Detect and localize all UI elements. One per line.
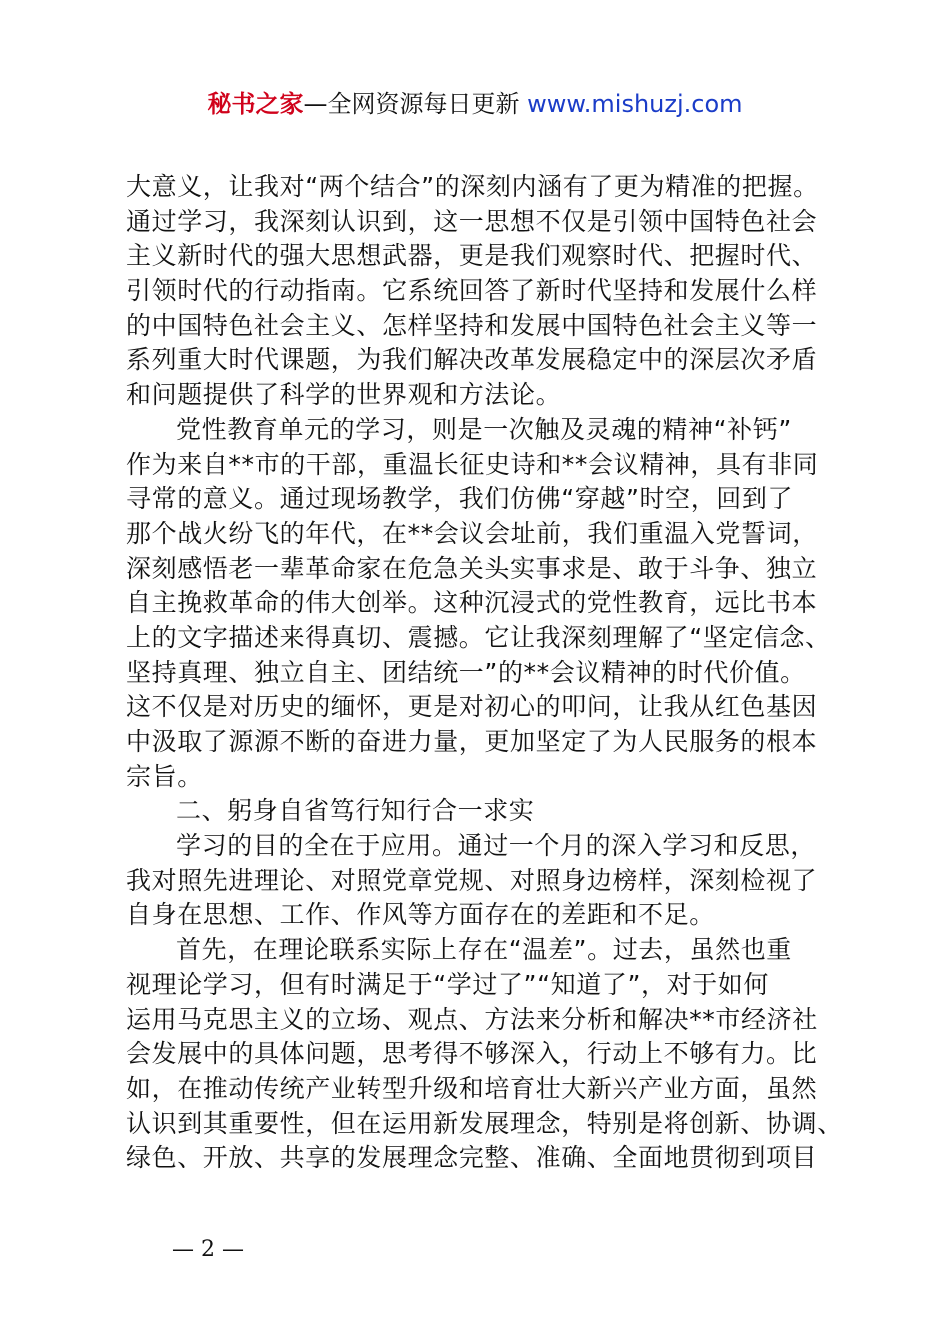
paragraph-first-line: 党性教育单元的学习，则是一次触及灵魂的精神“补钙” [176, 414, 792, 444]
text-line: 坚持真理、独立自主、团结统一”的**会议精神的时代价值。 [126, 657, 806, 687]
text-line: 主义新时代的强大思想武器，更是我们观察时代、把握时代、 [126, 241, 818, 271]
text-line: 认识到其重要性，但在运用新发展理念，特别是将创新、协调、 [126, 1108, 843, 1138]
text-line: 寻常的意义。通过现场教学，我们仿佛“穿越”时空，回到了 [126, 484, 794, 514]
section-heading: 二、躬身自省笃行知行合一求实 [176, 796, 535, 826]
text-line: 这不仅是对历史的缅怀，更是对初心的叩问，让我从红色基因 [126, 692, 818, 722]
text-line: 宗旨。 [126, 761, 203, 791]
text-line: 如，在推动传统产业转型升级和培育壮大新兴产业方面，虽然 [126, 1073, 818, 1103]
text-line: 和问题提供了科学的世界观和方法论。 [126, 380, 562, 410]
text-line: 大意义，让我对“两个结合”的深刻内涵有了更为精准的把握。 [126, 172, 819, 201]
document-body [126, 170, 846, 1176]
text-line: 中汲取了源源不断的奋进力量，更加坚定了为人民服务的根本 [126, 727, 818, 756]
paragraph-first-line: 学习的目的全在于应用。通过一个月的深入学习和反思， [176, 831, 817, 861]
banner-tagline: —全网资源每日更新 [303, 90, 528, 118]
site-banner [0, 86, 950, 122]
text-line: 我对照先进理论、对照党章党规、对照身边榜样，深刻检视了 [126, 865, 818, 895]
banner-url[interactable]: www.mishuzj.com [527, 90, 743, 118]
text-line: 那个战火纷飞的年代，在**会议会址前，我们重温入党誓词， [126, 518, 818, 548]
page-number: — 2 — [172, 1237, 244, 1262]
text-line: 运用马克思主义的立场、观点、方法来分析和解决**市经济社 [126, 1004, 818, 1034]
text-line: 系列重大时代课题，为我们解决改革发展稳定中的深层次矛盾 [126, 345, 818, 375]
text-line: 自身在思想、工作、作风等方面存在的差距和不足。 [126, 900, 715, 930]
text-line: 视理论学习，但有时满足于“学过了”“知道了”，对于如何 [126, 969, 770, 999]
text-line: 深刻感悟老一辈革命家在危急关头实事求是、敢于斗争、独立 [126, 553, 818, 583]
text-line: 的中国特色社会主义、怎样坚持和发展中国特色社会主义等一 [126, 310, 818, 340]
paragraph-first-line: 首先，在理论联系实际上存在“温差”。过去，虽然也重 [176, 935, 792, 965]
text-line: 引领时代的行动指南。它系统回答了新时代坚持和发展什么样 [126, 276, 818, 306]
text-line: 绿色、开放、共享的发展理念完整、准确、全面地贯彻到项目 [126, 1143, 818, 1173]
text-line: 上的文字描述来得真切、震撼。它让我深刻理解了“坚定信念、 [126, 622, 831, 652]
text-line: 会发展中的具体问题，思考得不够深入，行动上不够有力。比 [126, 1039, 818, 1069]
text-line: 作为来自**市的干部，重温长征史诗和**会议精神，具有非同 [126, 449, 819, 479]
text-line: 自主挽救革命的伟大创举。这种沉浸式的党性教育，远比书本 [126, 588, 818, 618]
banner-brand: 秘书之家 [207, 90, 304, 118]
text-line: 通过学习，我深刻认识到，这一思想不仅是引领中国特色社会 [126, 206, 818, 236]
